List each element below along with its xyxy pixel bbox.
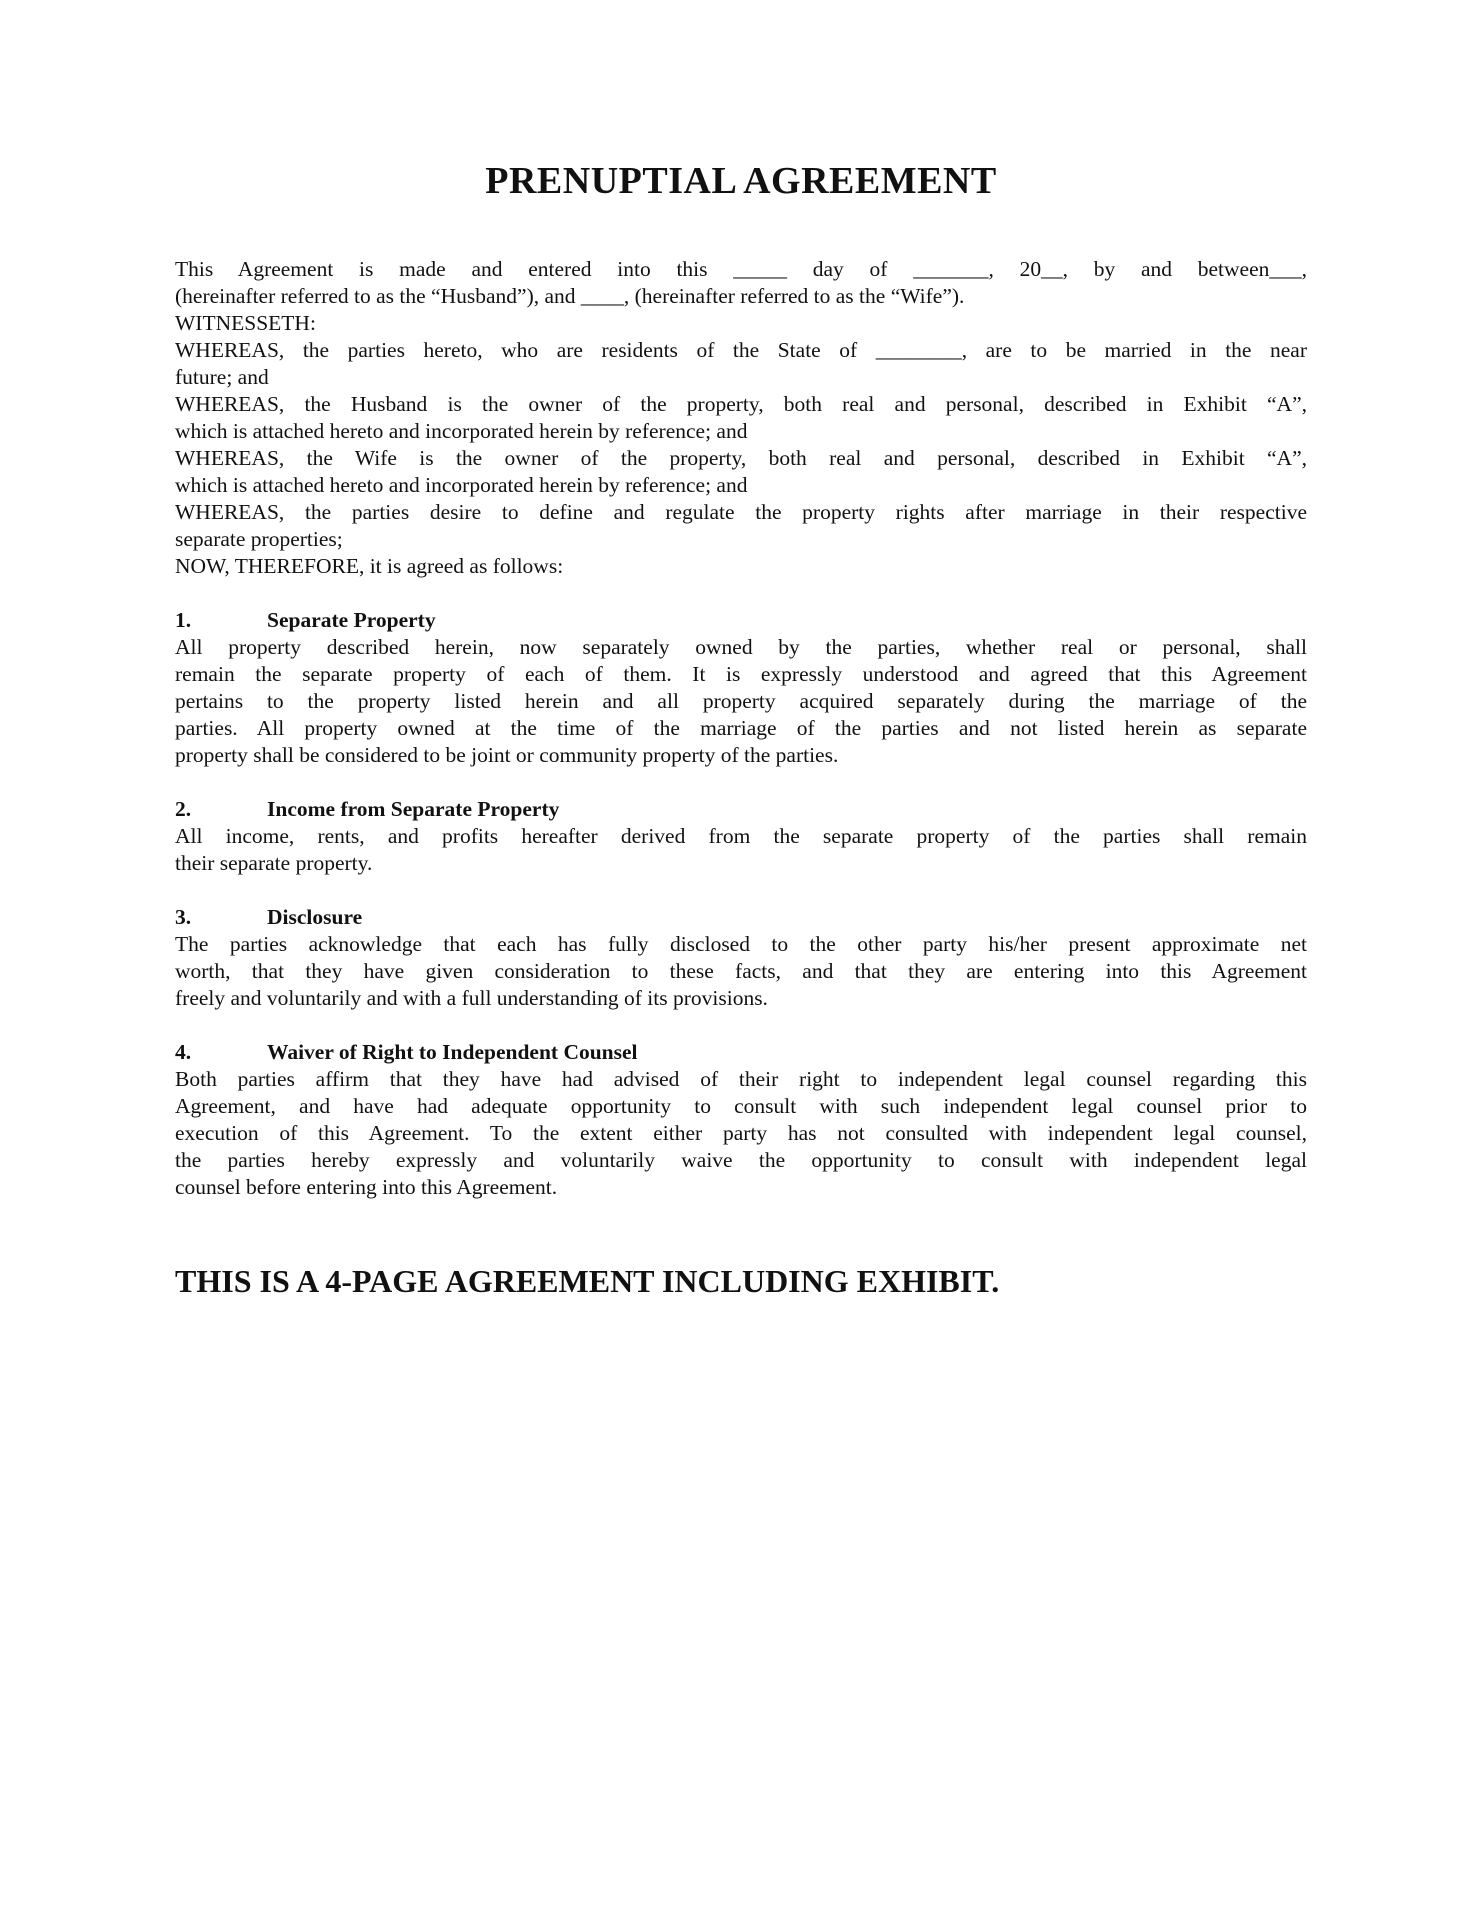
section-number: 2. — [175, 797, 192, 821]
text-line: NOW, THEREFORE, it is agreed as follows: — [175, 554, 564, 578]
paragraph — [175, 823, 1307, 877]
text-line: their separate property. — [175, 851, 373, 875]
section-number: 4. — [175, 1040, 192, 1064]
text-line: pertains to the property listed herein and all property acquired separately during the marriage of the — [175, 689, 1307, 713]
paragraph — [175, 310, 1307, 337]
section-heading — [175, 607, 1307, 634]
text-line: separate properties; — [175, 527, 343, 551]
text-line: worth, that they have given consideration to these facts, and that they are entering into this Agreement — [175, 959, 1307, 983]
paragraph — [175, 445, 1307, 499]
text-line: Both parties affirm that they have had advised of their right to independent legal counsel regarding this — [175, 1067, 1307, 1091]
section-title: Disclosure — [267, 905, 363, 929]
text-line: WHEREAS, the parties hereto, who are residents of the State of ________, are to be married in the near — [175, 338, 1307, 362]
text-line: WITNESSETH: — [175, 311, 316, 335]
text-line: future; and — [175, 365, 269, 389]
section-title: Separate Property — [267, 608, 436, 632]
text-line: WHEREAS, the Wife is the owner of the property, both real and personal, described in Exhibit “A”, — [175, 446, 1307, 470]
text-line: All income, rents, and profits hereafter derived from the separate property of the parties shall remain — [175, 824, 1307, 848]
section-heading — [175, 904, 1307, 931]
paragraph — [175, 634, 1307, 769]
page-count-note: THIS IS A 4-PAGE AGREEMENT INCLUDING EXHIBIT. — [175, 1263, 1000, 1299]
section-number: 3. — [175, 905, 192, 929]
paragraph — [175, 553, 1307, 580]
document-title: PRENUPTIAL AGREEMENT — [485, 160, 997, 202]
paragraph — [175, 256, 1307, 310]
section-title: Income from Separate Property — [267, 797, 560, 821]
text-line: WHEREAS, the Husband is the owner of the property, both real and personal, described in Exhibit “A”, — [175, 392, 1307, 416]
text-line: which is attached hereto and incorporated herein by reference; and — [175, 419, 748, 443]
section-number: 1. — [175, 608, 192, 632]
text-line: the parties hereby expressly and voluntarily waive the opportunity to consult with independent legal — [175, 1148, 1307, 1172]
paragraph — [175, 1066, 1307, 1201]
text-line: This Agreement is made and entered into this _____ day of _______, 20__, by and between___, — [175, 257, 1307, 281]
paragraph — [175, 337, 1307, 391]
document-body — [175, 256, 1307, 1201]
text-line: The parties acknowledge that each has fully disclosed to the other party his/her present approximate net — [175, 932, 1307, 956]
section-heading — [175, 796, 1307, 823]
text-line: parties. All property owned at the time of the marriage of the parties and not listed herein as separate — [175, 716, 1307, 740]
section-title: Waiver of Right to Independent Counsel — [267, 1040, 638, 1064]
text-line: counsel before entering into this Agreement. — [175, 1175, 558, 1199]
text-line: property shall be considered to be joint or community property of the parties. — [175, 743, 839, 767]
text-line: All property described herein, now separately owned by the parties, whether real or personal, shall — [175, 635, 1307, 659]
text-line: which is attached hereto and incorporated herein by reference; and — [175, 473, 748, 497]
section-heading — [175, 1039, 1307, 1066]
text-line: freely and voluntarily and with a full understanding of its provisions. — [175, 986, 768, 1010]
text-line: Agreement, and have had adequate opportunity to consult with such independent legal counsel prior to — [175, 1094, 1307, 1118]
paragraph — [175, 499, 1307, 553]
text-line: remain the separate property of each of them. It is expressly understood and agreed that this Agreement — [175, 662, 1307, 686]
text-line: execution of this Agreement. To the extent either party has not consulted with independent legal counsel, — [175, 1121, 1307, 1145]
text-line: WHEREAS, the parties desire to define and regulate the property rights after marriage in their respective — [175, 500, 1307, 524]
paragraph — [175, 391, 1307, 445]
paragraph — [175, 931, 1307, 1012]
text-line: (hereinafter referred to as the “Husband”), and ____, (hereinafter referred to as the “Wife”). — [175, 284, 965, 308]
